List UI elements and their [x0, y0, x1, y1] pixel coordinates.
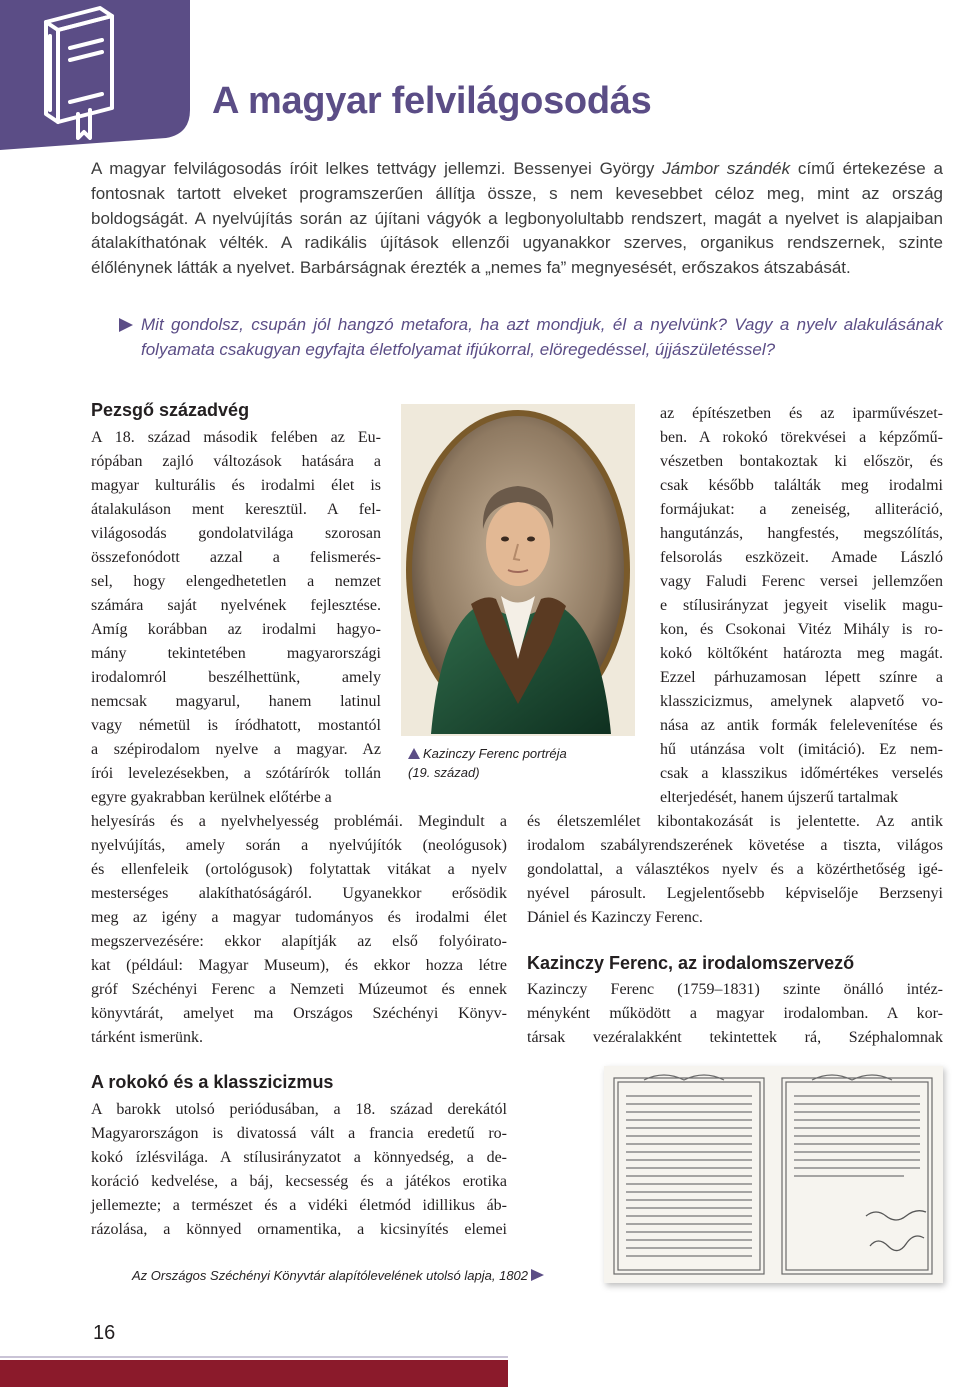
text-line: formájukat: a zeneiség, alliteráció,: [660, 501, 943, 518]
text-line: csak a klasszikus időmértékes verselés: [660, 765, 943, 782]
text-line: számára saját nyelvének fejlesztése.: [91, 597, 381, 614]
text-line: Amíg korábban az irodalmi hagyo-: [91, 621, 381, 638]
text-line: kon, és Csokonai Vitéz Mihály is ro-: [660, 621, 943, 638]
text-line: nyével párosult. Legjelentősebb képviselője Berzsenyi: [527, 885, 943, 902]
text-line: helyesírás és a nyelvhelyesség problémái. Megindult a: [91, 813, 507, 830]
text-line: ben. A rokokó törekvései a képzőmű-: [660, 429, 943, 446]
intro-text-1: A magyar felvilágosodás íróit lelkes tettvágy jellemzi. Bessenyei György: [91, 159, 663, 178]
charter-caption-text: Az Országos Széchényi Könyvtár alapítólevelének utolsó lapja, 1802: [132, 1268, 529, 1283]
text-line: e stílusirányzat jegyeit viselik magu-: [660, 597, 943, 614]
text-line: jellemezte; a természet és a vidéki életmód idillikus áb-: [91, 1197, 507, 1214]
intro-text-2: című értekezése a fontosnak tartott elveket programszerűen állítja össze, s nem kevesebbet céloz meg, mint az ország boldogságát. A nyelvújítás során az újítani vágyók a legbonyolultabb rendszert, magát a nyelvet is alapjaiban átalakíthatónak vélték. A radikális újítások ellenzői ugyanakkor szerves, organikus rendszernek, szinte élőlénynek látták a nyelvet. Barbárságnak érezték a „nemes fa” megnyesését, erőszakos átszabását.: [91, 159, 944, 278]
founding-charter-image: [604, 1066, 943, 1283]
text-line: nyelvújítás, amely során a nyelvújítók (neológusok): [91, 837, 507, 854]
right-wide-column-text: [527, 810, 943, 930]
text-line: koráció kedvelése, a báj, kecsesség és a játékos erotika: [91, 1173, 507, 1190]
text-line: irodalom szabályrendszerének követése a tiszta, világos: [527, 837, 943, 854]
page-number: 16: [93, 1322, 116, 1344]
portrait-image: [401, 404, 635, 736]
text-line: könyvtárát, amelyet ma Országos Széchényi Könyv-: [91, 1005, 507, 1022]
text-line: kokó ízlésvilága. A stílusirányzatot a könnyedség, a de-: [91, 1149, 507, 1166]
text-line: magyar kulturális és irodalmi élet is: [91, 477, 381, 494]
triangle-up-icon: [408, 748, 420, 759]
section-rokoko-text: [91, 1098, 507, 1242]
charter-caption: [132, 1268, 592, 1283]
footer-divider: [0, 1356, 508, 1358]
text-line: és életszemlélet kibontakozását is jelentette. Az antik: [527, 813, 943, 830]
text-line: Dániel és Kazinczy Ferenc.: [527, 909, 703, 926]
text-line: világosodás gondolatvilága szorosan: [91, 525, 381, 542]
page-title: A magyar felvilágosodás: [212, 80, 652, 122]
text-line: az építészetben és az iparművészet-: [660, 405, 943, 422]
section-heading-kazinczy: Kazinczy Ferenc, az irodalomszervező: [527, 953, 855, 973]
text-line: vagy Faludi Ferenc versei jellemzően: [660, 573, 943, 590]
text-line: mány tekintetében magyarországi: [91, 645, 381, 662]
text-line: a szépirodalom nyelve a magyar. Az: [91, 741, 381, 758]
text-line: Ezzel párhuzamosan lépett színre a: [660, 669, 943, 686]
text-line: Kazinczy Ferenc (1759–1831) szinte önálló intéz-: [527, 981, 943, 998]
text-line: kokó költőként határozta meg magát.: [660, 645, 943, 662]
triangle-right-icon: [531, 1269, 544, 1281]
text-line: nása az antik formák felelevenítése és: [660, 717, 943, 734]
portrait-caption: [408, 744, 608, 782]
text-line: ményként működött a magyar irodalomban. A kor-: [527, 1005, 943, 1022]
text-line: társak vezéralakként tekintettek rá, Széphalomnak: [527, 1029, 943, 1046]
right-column-text: [660, 402, 943, 810]
text-line: A barokk utolsó periódusában, a 18. század derekától: [91, 1101, 507, 1118]
section-kazinczy-text: [527, 978, 943, 1050]
text-line: rázolása, a könnyed ornamentika, a kicsinyítés elemei: [91, 1221, 507, 1238]
text-line: felsorolás eszközeit. Amade László: [660, 549, 943, 566]
text-line: kat (például: Magyar Museum), és ekkor hozza létre: [91, 957, 507, 974]
text-line: összefonódott azzal a felismerés-: [91, 549, 381, 566]
text-line: klasszicizmus, amelynek alapvető vo-: [660, 693, 943, 710]
footer-bar: [0, 1360, 508, 1387]
text-line: és ellenfeleik (ortológusok) folytattak vitákat a nyelv: [91, 861, 507, 878]
triangle-marker-icon: [119, 318, 133, 332]
book-icon: [28, 2, 128, 140]
text-line: írói levelezésekben, a szótárírók tollán: [91, 765, 381, 782]
text-line: A 18. század második felében az Eu-: [91, 429, 381, 446]
portrait-caption-line1: Kazinczy Ferenc portréja: [423, 746, 567, 761]
text-line: gróf Széchényi Ferenc a Nemzeti Múzeumot és ennek: [91, 981, 507, 998]
text-line: rópában zajló változások hatására a: [91, 453, 381, 470]
section-heading-rokoko: A rokokó és a klasszicizmus: [91, 1072, 334, 1092]
text-line: csak később találták meg irodalmi: [660, 477, 943, 494]
text-line: meg az igény a magyar tudományos és irodalmi élet: [91, 909, 507, 926]
text-line: nemcsak magyarul, hanem latinul: [91, 693, 381, 710]
text-line: egyre gyakrabban kerülnek előtérbe a: [91, 789, 332, 806]
text-line: elterjedését, hanem újszerű tartalmak: [660, 789, 899, 806]
text-line: mesterséges alakíthatóságáról. Ugyanekkor erősödik: [91, 885, 507, 902]
text-line: átalakuláson ment keresztül. A fel-: [91, 501, 381, 518]
text-line: hű utánzása volt (imitáció). Ez nem-: [660, 741, 943, 758]
intro-paragraph: [91, 157, 943, 281]
text-line: vagy németül is íródhatott, mostantól: [91, 717, 381, 734]
text-line: hangutánzás, hangfestés, megszólítás,: [660, 525, 943, 542]
section-pezsgo-left-column: [91, 426, 381, 810]
section-heading-pezsgo: Pezsgő századvég: [91, 400, 250, 420]
text-line: gondolattal, a választékos nyelv és a közérthetőség igé-: [527, 861, 943, 878]
text-line: Magyarországon is divatossá vált a francia eredetű ro-: [91, 1125, 507, 1142]
intro-work-title: Jámbor szándék: [662, 159, 791, 178]
text-line: tárként ismerünk.: [91, 1029, 203, 1046]
text-line: vészetben bontakoztak ki először, és: [660, 453, 943, 470]
text-line: irodalomról beszélhettünk, amely: [91, 669, 381, 686]
text-line: megszervezésére: ekkor alapítják az első folyóirato-: [91, 933, 507, 950]
portrait-caption-line2: (19. század): [408, 765, 480, 780]
section-pezsgo-wide-column: [91, 810, 507, 1050]
reflection-question: [141, 313, 943, 363]
question-text: Mit gondolsz, csupán jól hangzó metafora, ha azt mondjuk, él a nyelvünk? Vagy a nyelv alakulásának folyamata csakugyan egyfajta életfolyamat ifjúkorral, elöregedéssel, újjászületéssel?: [141, 315, 943, 359]
text-line: sel, hogy elengedhetetlen a nemzet: [91, 573, 381, 590]
